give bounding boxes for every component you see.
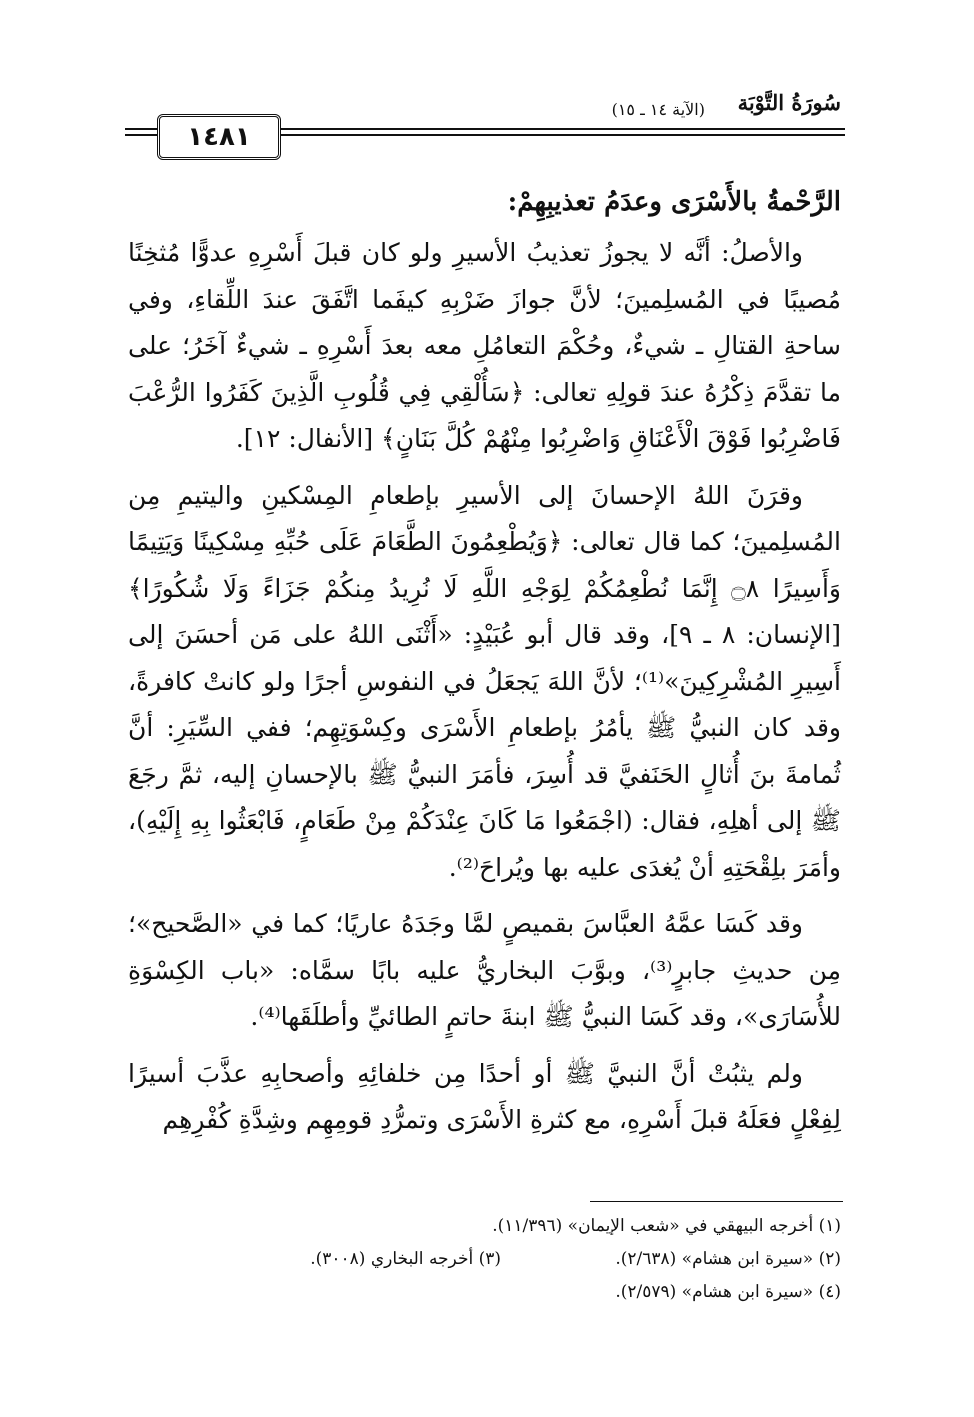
footnote: (٣) أخرجه البخاري (٣٠٠٨). xyxy=(310,1249,501,1269)
header-rule xyxy=(275,128,845,130)
ayah-range: (الآية ١٤ ـ ١٥) xyxy=(611,100,705,119)
page-header xyxy=(125,92,845,162)
header-rule xyxy=(275,134,845,136)
footnotes xyxy=(128,1210,841,1309)
footnote: (٤) «سيرة ابن هشام» (٢/٥٧٩). xyxy=(615,1282,841,1302)
section-heading: الرَّحْمةُ بالأَسْرَى وعدَمُ تعذيبِهِمْ: xyxy=(507,187,841,217)
paragraph: وقد كَسَا عمَّهُ العبَّاسَ بقميصٍ لمَّا وجَدَهُ عاريًا؛ كما في «الصَّحيح»؛ مِن حديثِ جابرٍ⁽³⁾، وبوَّبَ البخاريُّ عليه بابًا سمَّاه: «باب الكِسْوَةِ للأُسَارَى»، وقد كَسَا النبيُّ ﷺ ابنةَ حاتمٍ الطائيِّ وأطلَقَها⁽⁴⁾. xyxy=(128,909,841,1031)
main-text xyxy=(128,182,841,1154)
surah-title: سُورَةُ التَّوْبَة xyxy=(737,90,841,115)
paragraph: ولم يثبُتْ أنَّ النبيَّ ﷺ أو أحدًا مِن خلفائِهِ وأصحابِهِ عذَّبَ أسيرًا لِفِعْلٍ فعَلَهُ قبلَ أَسْرِهِ، مع كثرةِ الأَسْرَى وتمرُّدِ قومِهِم وشِدَّةِ كُفْرِهِم xyxy=(128,1058,841,1134)
footnote: (١) أخرجه البيهقي في «شعب الإيمان» (١١/٣٩٦). xyxy=(492,1216,841,1236)
footnote: (٢) «سيرة ابن هشام» (٢/٦٣٨). xyxy=(615,1249,841,1269)
footnote-row xyxy=(128,1243,841,1276)
page-number: ١٤٨١ xyxy=(157,114,281,160)
paragraph: والأصلُ: أنَّه لا يجوزُ تعذيبُ الأسيرِ ولو كان قبلَ أَسْرِهِ عدوًّا مُثخِنًا مُصيبًا في المُسلِمينَ؛ لأنَّ جوازَ ضَرْبِهِ كيفَما اتَّفَقَ عندَ اللِّقاءِ، وفي ساحةِ القتالِ ـ شيءٌ، وحُكْمَ التعامُلِ معه بعدَ أَسْرِهِ ـ شيءٌ آخَرُ؛ على ما تقدَّمَ ذِكْرُهُ عندَ قولِهِ تعالى: ﴿سَأُلْقِي فِي قُلُوبِ الَّذِينَ كَفَرُوا الرُّعْبَ فَاضْرِبُوا فَوْقَ الْأَعْنَاقِ وَاضْرِبُوا مِنْهُمْ كُلَّ بَنَانٍ﴾ [الأنفال: ١٢]. xyxy=(128,238,841,453)
header-rule xyxy=(125,134,157,136)
header-rule xyxy=(125,128,157,130)
paragraph: وقرَنَ اللهُ الإحسانَ إلى الأسيرِ بإطعامِ المِسْكينِ واليتيمِ مِن المُسلِمينَ؛ كما قال تعالى: ﴿وَيُطْعِمُونَ الطَّعَامَ عَلَى حُبِّهِ مِسْكِينًا وَيَتِيمًا وَأَسِيرًا ۝٨ إِنَّمَا نُطْعِمُكُمْ لِوَجْهِ اللَّهِ لَا نُرِيدُ مِنكُمْ جَزَاءً وَلَا شُكُورًا﴾ [الإنسان: ٨ ـ ٩]، وقد قال أبو عُبَيْدٍ: «أَثْنَى اللهُ على مَن أحسَنَ إلى أَسِيرِ المُشْرِكِينَ»⁽¹⁾؛ لأنَّ اللهَ يَجعَلُ في النفوسِ أجرًا ولو كانتْ كافرةً، وقد كان النبيُّ ﷺ يأمُرُ بإطعامِ الأَسْرَى وكِسْوَتِهِم؛ ففي السِّيَرِ: أنَّ ثُمامةَ بنَ أُثالٍ الحَنَفيَّ قد أُسِرَ، فأمَرَ النبيُّ ﷺ بالإحسانِ إليه، ثمَّ رجَعَ ﷺ إلى أهلِهِ، فقال: (اجْمَعُوا مَا كَانَ عِنْدَكُمْ مِنْ طَعَامٍ، فَابْعَثُوا بِهِ إِلَيْهِ)، وأمَرَ بلِقْحَتِهِ أنْ يُغدَى عليه بها ويُراحَ⁽²⁾. xyxy=(128,480,842,882)
footnote-separator xyxy=(590,1201,843,1202)
